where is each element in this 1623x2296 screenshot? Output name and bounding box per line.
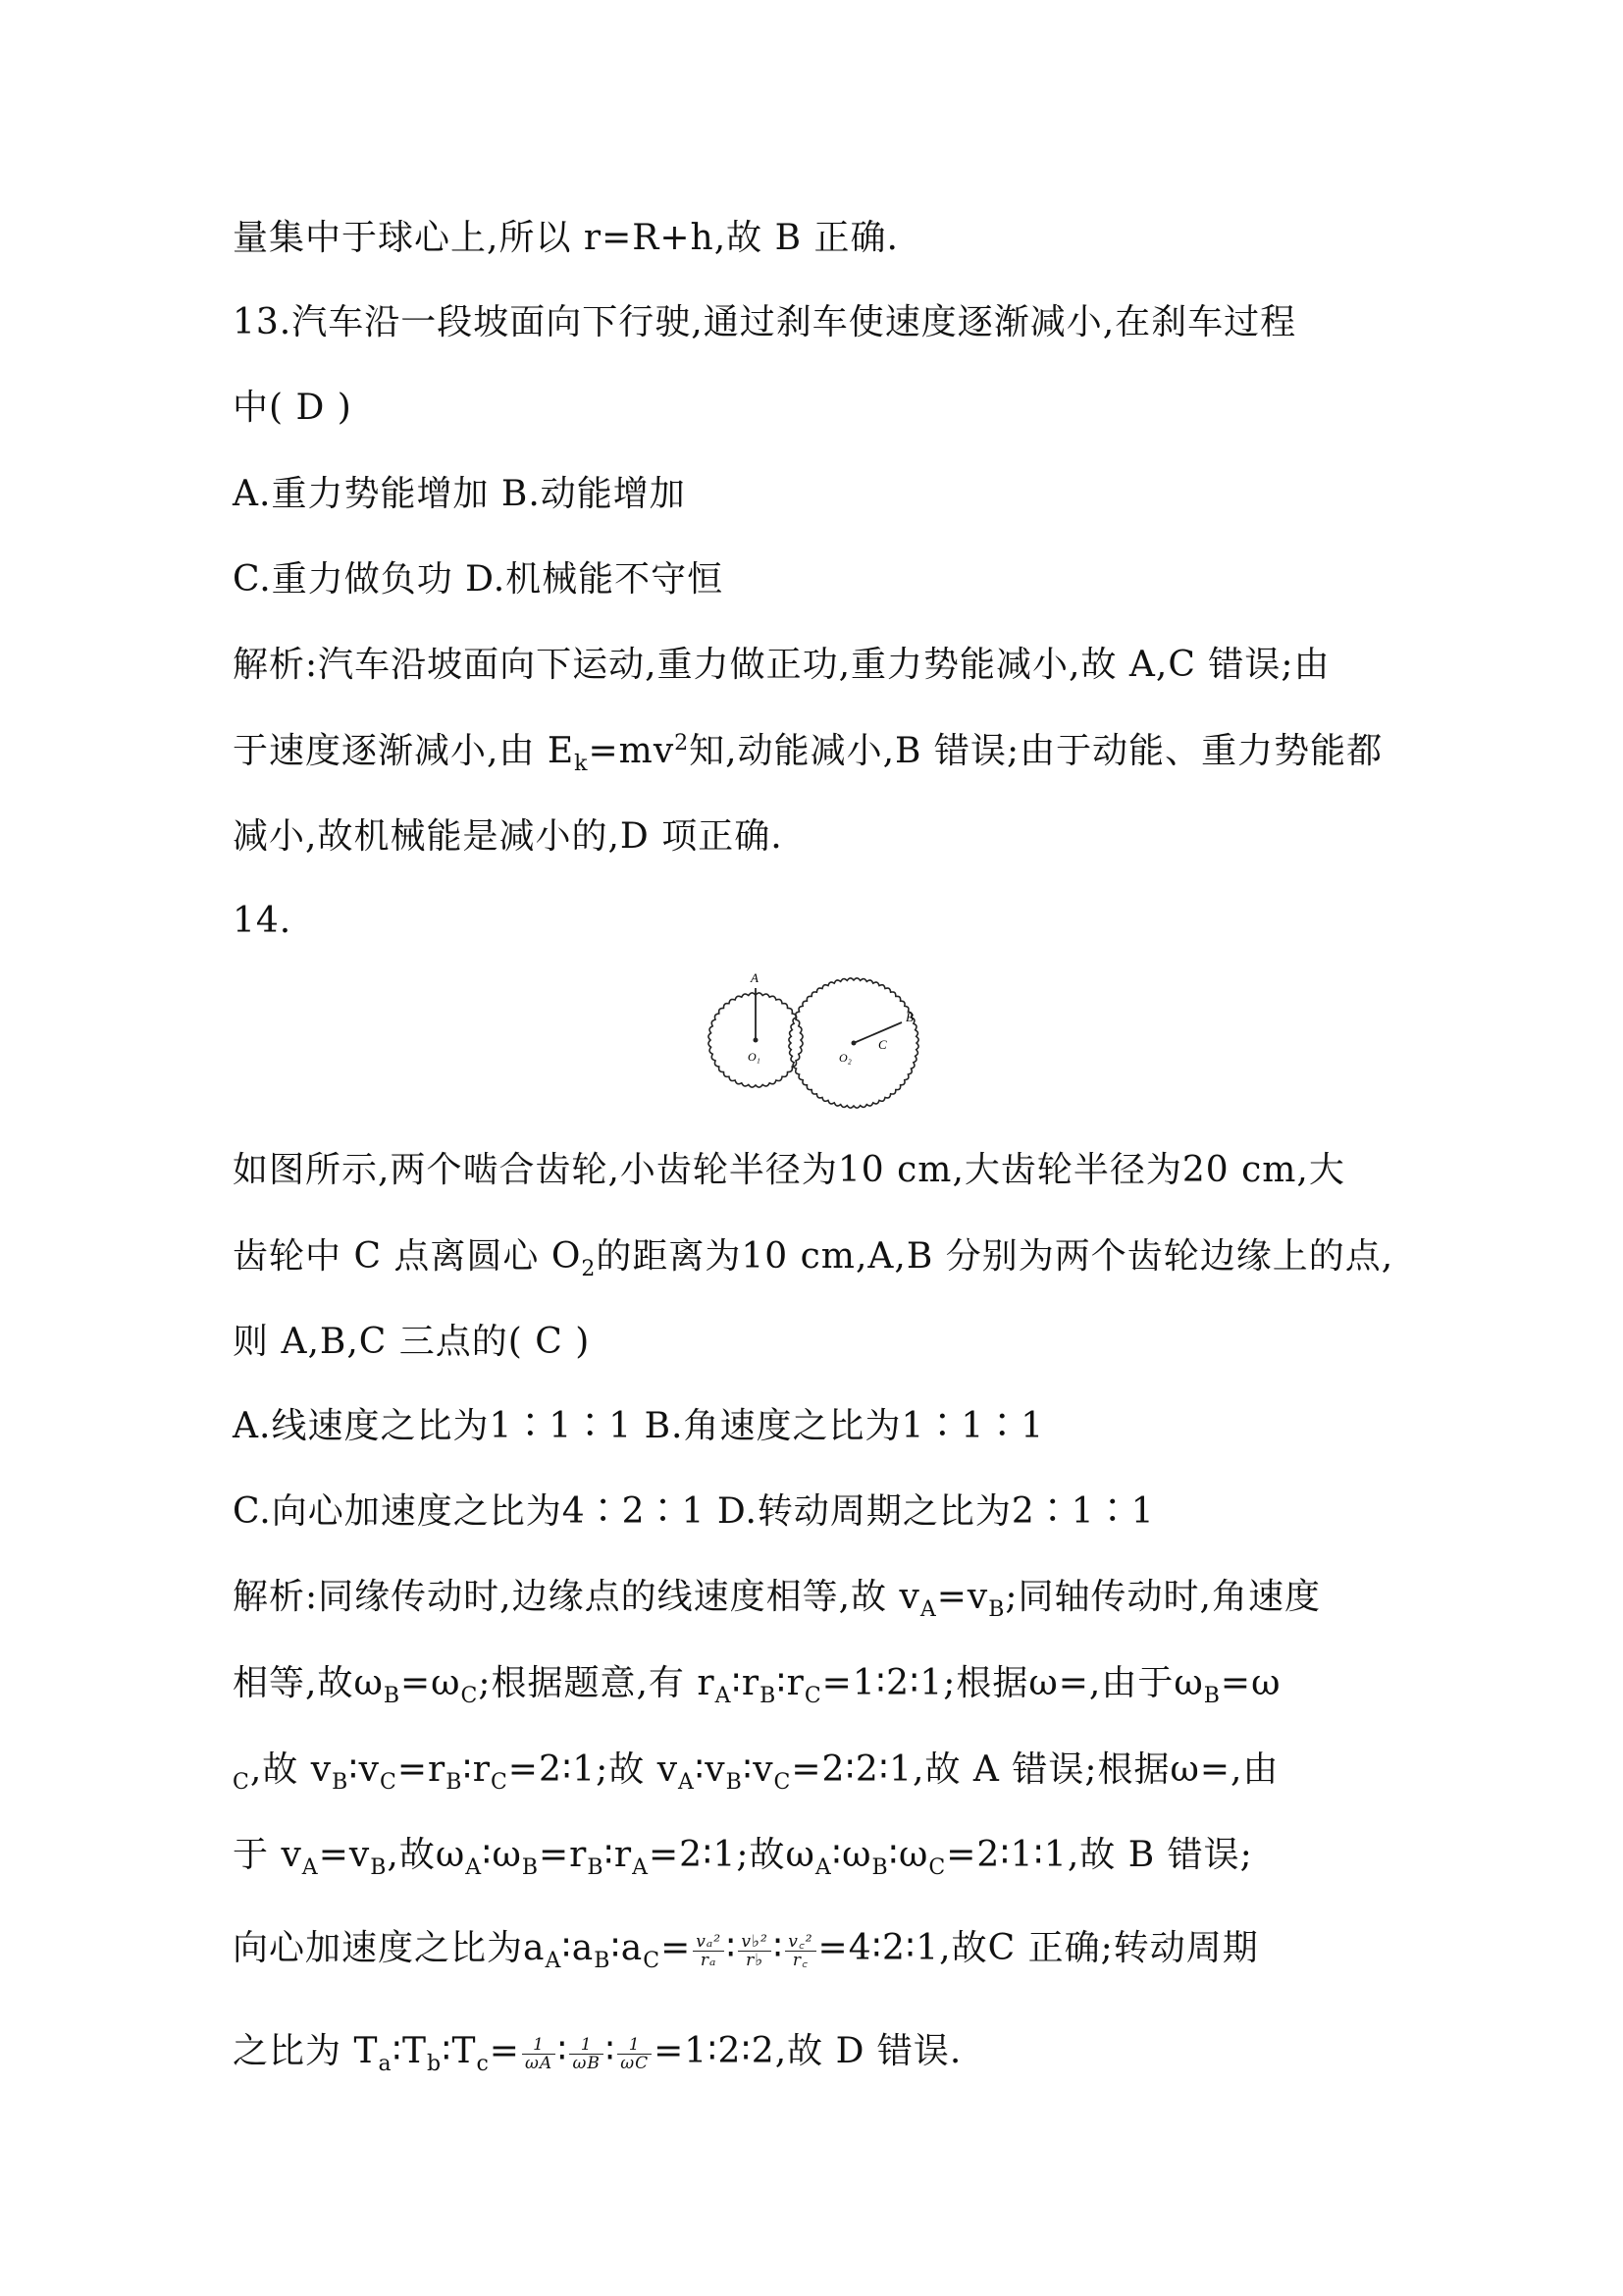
analysis-14-line-5: 向心加速度之比为$a_A∶a_B∶a_C=$ $\frac{\text{vₐ²}}{\text{rₐ}}$ ∶ $\frac{\text{v♭²}}{r♭}$ ∶ $\frac{\text{v꜀²}}{r꜀}$ =4∶2∶1,故C 正确;转动周期 [233, 1928, 1259, 1974]
question-14-options-ab: A.线速度之比为1∶1∶1 B.角速度之比为1∶1∶1 [233, 1406, 1045, 1446]
fraction: $\frac{\text{v♭²}}{r♭}$ [738, 1933, 770, 1969]
analysis-14-line-6: 之比为 $T_a∶T_b∶T_c=$ $\frac{1}{\omega A}$ ∶ $\frac{1}{\omega B}$ ∶ $\frac{1}{\omega C}$ =1∶2∶2,故 D 错误. [233, 2031, 963, 2077]
analysis-14-line-1: 解析:同缘传动时,边缘点的线速度相等,故 $v_A=v_B$;同轴传动时,角速度 [233, 1577, 1321, 1623]
label-o2: O₂ [839, 1051, 852, 1065]
fraction: $\frac{1}{\omega A}$ [522, 2036, 555, 2072]
analysis-13-line-3: 减小,故机械能是减小的,D 项正确. [233, 816, 783, 857]
center-o2 [852, 1041, 857, 1046]
label-c: C [878, 1037, 887, 1052]
analysis-13-line-1: 解析:汽车沿坡面向下运动,重力做正功,重力势能减小,故 A,C 错误;由 [233, 645, 1331, 685]
fraction: $\frac{\text{vₐ²}}{\text{rₐ}}$ [693, 1933, 724, 1969]
question-14-number: 14. [233, 901, 292, 941]
label-b: B [906, 1010, 914, 1024]
question-13-stem: 13.汽车沿一段坡面向下行驶,通过刹车使速度逐渐减小,在刹车过程 [233, 302, 1297, 342]
center-o1 [754, 1038, 759, 1043]
analysis-14-line-2: 相等,故$\omega_B=\omega_C$;根据题意,有 $r_A∶r_B∶r_C=1∶2∶1$;根据ω=,由于$\omega_B=\omega$ [233, 1663, 1282, 1709]
question-13-answer: 中( D ) [233, 388, 352, 428]
question-13-options-ab: A.重力势能增加 B.动能增加 [233, 474, 686, 514]
question-14-options-cd: C.向心加速度之比为4∶2∶1 D.转动周期之比为2∶1∶1 [233, 1491, 1155, 1532]
label-o1: O₁ [748, 1050, 760, 1064]
fraction: $\frac{1}{\omega C}$ [617, 2036, 652, 2072]
fraction: $\frac{\text{v꜀²}}{r꜀}$ [785, 1933, 815, 1969]
gear-diagram [697, 966, 940, 1114]
analysis-14-line-4: 于 $v_A=v_B$,故$\omega_A∶\omega_B=r_B∶r_A=2∶1$;故$\omega_A∶\omega_B∶\omega_C=2∶1∶1$,故 B 错误; [233, 1835, 1253, 1881]
analysis-13-line-2: 于速度逐渐减小,由 $E_k=mv^2$知,动能减小,B 错误;由于动能、重力势能都 [233, 731, 1384, 777]
question-14-answer: 则 A,B,C 三点的( C ) [233, 1322, 591, 1362]
question-13-options-cd: C.重力做负功 D.机械能不守恒 [233, 559, 724, 600]
text-line: 量集中于球心上,所以 r=R+h,故 B 正确. [233, 218, 899, 258]
label-a: A [751, 970, 759, 985]
analysis-14-line-3: $_C$,故 $v_B∶v_C=r_B∶r_C=2∶1$;故 $v_A∶v_B∶v_C=2∶2∶1$,故 A 错误;根据ω=,由 [233, 1749, 1280, 1796]
question-14-stem-1: 如图所示,两个啮合齿轮,小齿轮半径为10 cm,大齿轮半径为20 cm,大 [233, 1150, 1345, 1190]
fraction: $\frac{1}{\omega B}$ [569, 2036, 602, 2072]
question-14-stem-2: 齿轮中 C 点离圆心 $O_2$的距离为10 cm,A,B 分别为两个齿轮边缘上的点, [233, 1236, 1394, 1282]
